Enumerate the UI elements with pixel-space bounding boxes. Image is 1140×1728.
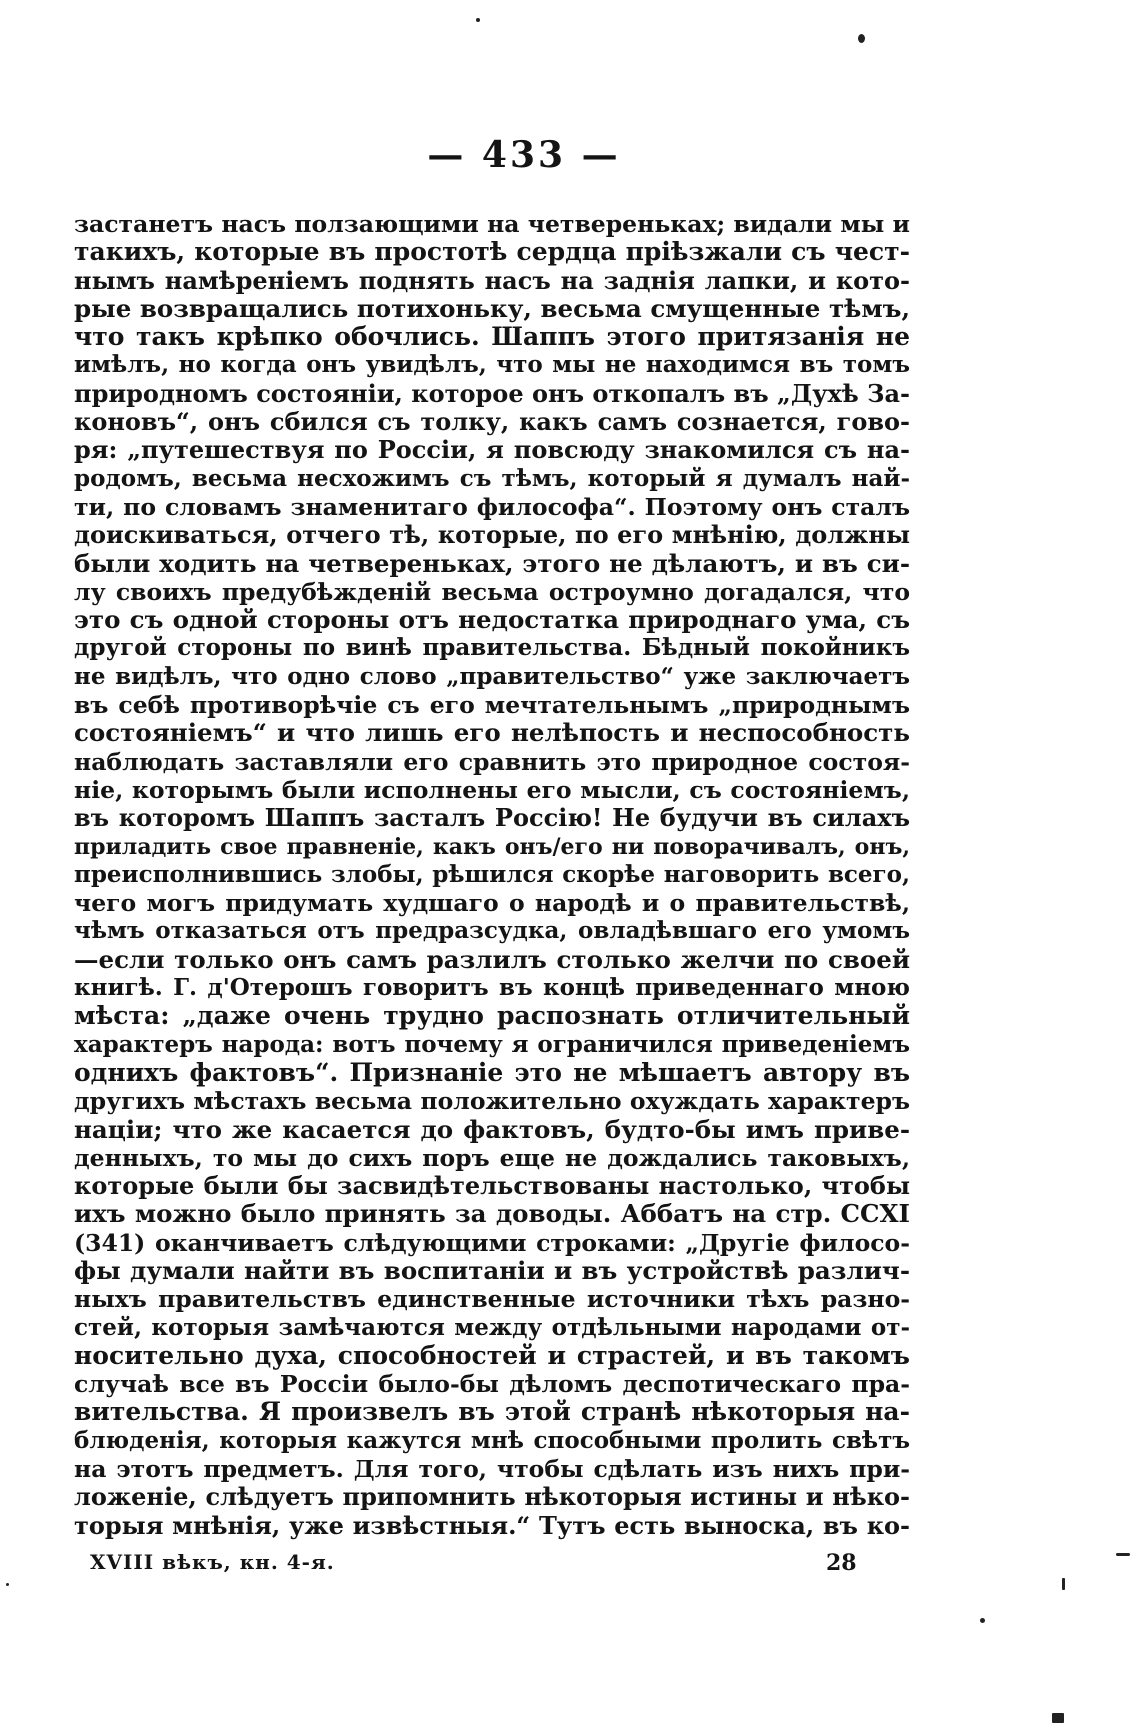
text-line: родомъ, весьма несхожимъ съ тѣмъ, который я думалъ най- [74,464,910,492]
text-line: коновъ“, онъ сбился съ толку, какъ самъ сознается, гово- [74,408,910,437]
text-line: фы думали найти въ воспитаніи и въ устройствѣ различ- [74,1256,910,1285]
sheet-number: 28 [826,1550,857,1576]
text-line: ныхъ правительствъ единственные источники тѣхъ разно- [74,1285,910,1314]
text-line: книгѣ. Г. д'Отерошъ говоритъ въ концѣ приведеннаго мною [74,974,910,1002]
text-line: застанетъ насъ ползающими на четвереньках; видали мы и [74,210,910,238]
text-line: въ себѣ противорѣчіе съ его мечтательнымъ „природнымъ [74,691,910,720]
scan-speck [980,1618,985,1623]
text-line: чѣмъ отказаться отъ предразсудка, овладѣвшаго его умомъ [74,917,910,945]
text-line: —если только онъ самъ разлилъ столько желчи по своей [74,945,910,974]
text-line: нымъ намѣреніемъ поднять насъ на заднія лапки, и кото- [74,266,910,295]
text-line: торыя мнѣнія, уже извѣстныя.“ Тутъ есть выноска, въ ко- [74,1511,910,1540]
text-line: денныхъ, то мы до сихъ поръ еще не дождались таковыхъ, [74,1143,910,1172]
text-line: наблюдать заставляли его сравнить это природное состоя- [74,747,910,776]
page-number: — 433 — [427,134,621,176]
scan-speck [1052,1713,1064,1723]
text-line: другой стороны по винѣ правительства. Бѣдный покойникъ [74,634,910,662]
text-line: характеръ народа: вотъ почему я ограничился приведеніемъ [74,1030,910,1058]
scan-speck [858,34,865,43]
body-text [74,210,910,1540]
text-line: ніе, которымъ были исполнены его мысли, съ состояніемъ, [74,775,910,804]
text-line: стей, которыя замѣчаются между отдѣльными народами от- [74,1313,910,1341]
text-line: природномъ состояніи, которое онъ откопалъ въ „Духѣ За- [74,379,910,408]
page-footer [90,1550,860,1582]
text-line: ихъ можно было принять за доводы. Аббатъ на стр. CCXI [74,1200,910,1229]
text-line: лу своихъ предубѣжденій весьма остроумно догадался, что [74,577,910,606]
text-line: другихъ мѣстахъ весьма положительно охуждать характеръ [74,1087,910,1116]
text-line: случаѣ все въ Россіи было-бы дѣломъ деспотическаго пра- [74,1370,910,1399]
text-line: имѣлъ, но когда онъ увидѣлъ, что мы не находимся въ томъ [74,351,910,379]
text-line: доискиваться, отчего тѣ, которые, по его мнѣнію, должны [74,521,910,550]
scan-speck [476,18,480,22]
scan-speck [1116,1553,1130,1556]
text-line: что такъ крѣпко обочлись. Шаппъ этого притязанія не [74,323,910,352]
scan-speck [6,1583,9,1586]
text-line: ти, по словамъ знаменитаго философа“. Поэтому онъ сталъ [74,492,910,521]
text-line: которые были бы засвидѣтельствованы настолько, чтобы [74,1172,910,1201]
scan-speck [1062,1578,1065,1590]
text-line: вительства. Я произвелъ въ этой странѣ нѣкоторыя на- [74,1398,910,1427]
text-line: не видѣлъ, что одно слово „правительство“ уже заключаетъ [74,662,910,690]
text-line: состояніемъ“ и что лишь его нелѣпость и неспособность [74,719,910,748]
text-line: рые возвращались потихоньку, весьма смущенные тѣмъ, [74,294,910,323]
text-line: это съ одной стороны отъ недостатка природнаго ума, съ [74,606,910,635]
printer-signature: XVIII вѣкъ, кн. 4-я. [90,1550,335,1574]
text-line: мѣста: „даже очень трудно распознать отличительный [74,1002,910,1031]
text-line: были ходить на четвереньках, этого не дѣлаютъ, и въ си- [74,549,910,578]
text-line: приладить свое правненіе, какъ онъ/его ни поворачивалъ, онъ, [74,833,910,860]
text-line: въ которомъ Шаппъ засталъ Россію! Не будучи въ силахъ [74,804,910,833]
text-line: такихъ, которые въ простотѣ сердца пріѣзжали съ чест- [74,238,910,267]
text-line: чего могъ придумать худшаго о народѣ и о правительствѣ, [74,889,910,918]
text-line: ря: „путешествуя по Россіи, я повсюду знакомился съ на- [74,436,910,465]
text-line: носительно духа, способностей и страстей, и въ такомъ [74,1341,910,1370]
text-line: націи; что же касается до фактовъ, будто-бы имъ приве- [74,1115,910,1144]
text-line: однихъ фактовъ“. Признаніе это не мѣшаетъ автору въ [74,1058,910,1087]
text-line: на этотъ предметъ. Для того, чтобы сдѣлать изъ нихъ при- [74,1455,910,1484]
text-line: (341) оканчиваетъ слѣдующими строками: „Другіе филосо- [74,1228,910,1257]
text-line: ложеніе, слѣдуетъ припомнить нѣкоторыя истины и нѣко- [74,1483,910,1512]
text-line: преисполнившись злобы, рѣшился скорѣе наговорить всего, [74,860,910,888]
text-line: блюденія, которыя кажутся мнѣ способными пролить свѣтъ [74,1426,910,1454]
